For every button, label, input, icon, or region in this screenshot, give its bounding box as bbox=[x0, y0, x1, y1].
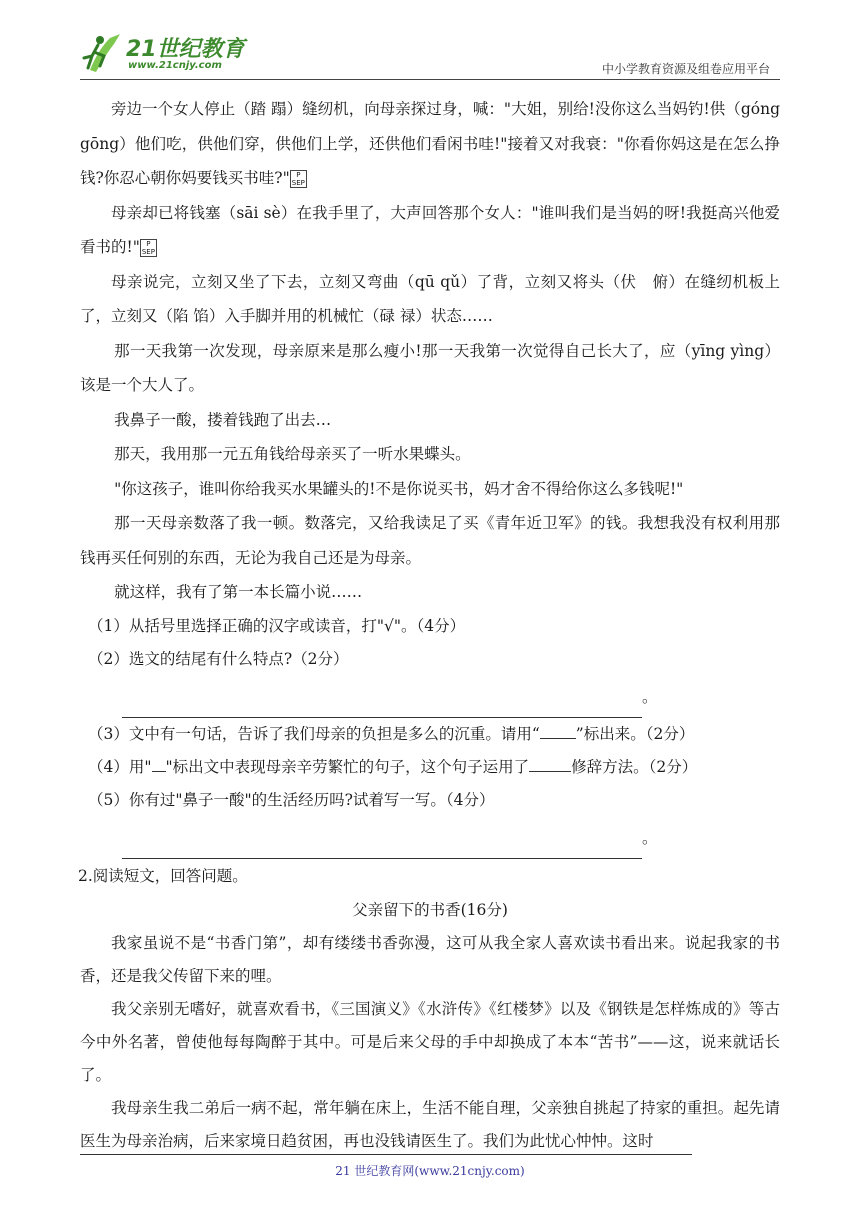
passage-paragraph: 那天，我用那一元五角钱给母亲买了一听水果蝶头。 bbox=[114, 445, 471, 463]
sep-mark: P SEP bbox=[291, 171, 305, 187]
article-paragraph: 我父亲别无嗜好，就喜欢看书，《三国演义》《水浒传》《红楼梦》以及《钢铁是怎样炼成的》等古今中外名著，曾使他每每陶醉于其中。可是后来父母的手中却换成了本本“苦书”——这，说来就话长了。 bbox=[80, 999, 780, 1084]
answer-line[interactable] bbox=[122, 836, 642, 859]
fill-in-blank[interactable] bbox=[529, 757, 571, 772]
passage-paragraph bbox=[80, 196, 780, 265]
passage-paragraph: 那一天我第一次发现，母亲原来是那么瘦小!那一天我第一次觉得自己长大了，应（yīng yìng）该是一个大人了。 bbox=[80, 341, 780, 394]
article-paragraph: 我家虽说不是“书香门第”，却有缕缕书香弥漫，这可从我全家人喜欢读书看出来。说起我家的书香，还是我父传留下来的哩。 bbox=[80, 933, 780, 985]
answer-line[interactable] bbox=[122, 695, 642, 718]
underline-mark bbox=[152, 759, 166, 772]
answer-row-5: 。 bbox=[80, 817, 780, 859]
underline-blank[interactable] bbox=[540, 724, 576, 739]
header-tagline: 中小学教育资源及组卷应用平台 bbox=[601, 62, 770, 76]
logo-text: 21世纪教育 bbox=[126, 37, 245, 62]
page-footer: 21 世纪教育网(www.21cnjy.com) bbox=[335, 1164, 525, 1178]
answer-row-2: 。 bbox=[80, 676, 780, 718]
passage-paragraph: 母亲说完，立刻又坐了下去，立刻又弯曲（qū qǔ）了背，立刻又将头（伏 俯）在缝纫机板上了，立刻又（陷 馅）入手脚并用的机械忙（碌 禄）状态…… bbox=[80, 272, 780, 325]
question-1: （1）从括号里选择正确的汉字或读音，打"√"。（4分） bbox=[88, 616, 466, 635]
footer-divider bbox=[80, 1154, 692, 1155]
question-5: （5）你有过"鼻子一酸"的生活经历吗?试着写一写。（4分） bbox=[88, 790, 495, 809]
article-paragraph: 我母亲生我二弟后一病不起，常年躺在床上，生活不能自理，父亲独自挑起了持家的重担。起先请医生为母亲治病，后来家境日趋贫困，再也没钱请医生了。我们为此忧心忡忡。这时 bbox=[80, 1098, 780, 1150]
passage-paragraph: 我鼻子一酸，搂着钱跑了出去… bbox=[114, 410, 332, 429]
paragraph-text: 旁边一个女人停止（踏 蹋）缝纫机，向母亲探过身，喊："大姐，别给!没你这么当妈钓!供（góng gōng）他们吃，供他们穿，供他们上学，还供他们看闲书哇!"接着又对我衰："你看你妈这是在怎么挣钱?你忍心朝你妈要钱买书哇?" bbox=[80, 100, 780, 187]
section-heading: 2.阅读短文，回答问题。 bbox=[78, 866, 248, 885]
question-3: （3）文中有一句话，告诉了我们母亲的负担是多么的沉重。请用“ ”标出来。（2分） bbox=[88, 724, 695, 743]
paragraph-text: 母亲却已将钱塞（sāi sè）在我手里了，大声回答那个女人："谁叫我们是当妈的呀!我挺高兴他爱看书的!" bbox=[80, 203, 780, 256]
sep-mark: P SEP bbox=[141, 240, 155, 256]
passage-paragraph: "你这孩子，谁叫你给我买水果罐头的!不是你说买书，妈才舍不得给你这么多钱呢!" bbox=[114, 479, 684, 498]
passage-paragraph: 就这样，我有了第一本长篇小说…… bbox=[114, 583, 363, 601]
passage-paragraph bbox=[80, 92, 780, 196]
logo-url: www.21cnjy.com bbox=[128, 60, 222, 71]
runner-logo-icon bbox=[80, 30, 126, 76]
header-divider bbox=[80, 79, 780, 80]
question-4: （4）用" "标出文中表现母亲辛劳繁忙的句子，这个句子运用了 修辞方法。（2分） bbox=[88, 757, 698, 776]
article-title: 父亲留下的书香(16分) bbox=[352, 900, 508, 919]
page-header bbox=[0, 0, 860, 82]
passage-paragraph: 那一天母亲数落了我一顿。数落完，又给我读足了买《青年近卫军》的钱。我想我没有权利用那钱再买任何别的东西，无论为我自己还是为母亲。 bbox=[80, 514, 780, 567]
site-logo bbox=[80, 30, 250, 76]
document-body bbox=[80, 92, 780, 1158]
question-2: （2）选文的结尾有什么特点?（2分） bbox=[88, 649, 349, 668]
